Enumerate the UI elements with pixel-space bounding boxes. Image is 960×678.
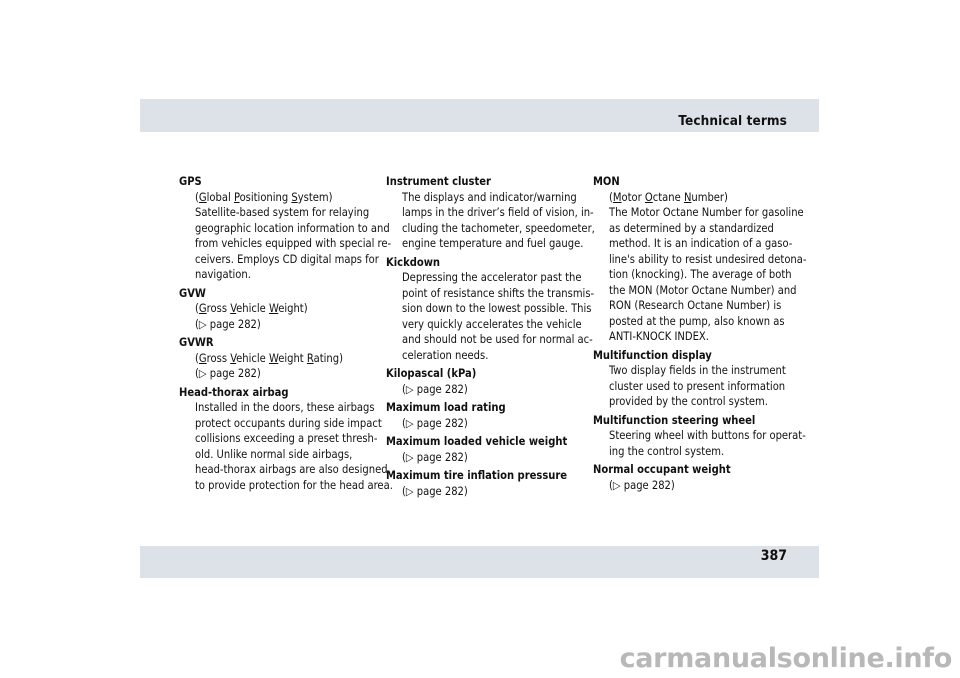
page-number: 387 bbox=[760, 548, 787, 564]
abbreviation-expansion: (Gross Vehicle Weight) bbox=[195, 302, 308, 315]
definition-line: cluster used to present information bbox=[609, 379, 786, 393]
definition-line: Satellite-based system for relaying bbox=[195, 206, 370, 219]
glossary-definition bbox=[179, 351, 384, 382]
glossary-term: Multifunction display bbox=[593, 348, 712, 362]
definition-line: (▷ page 282) bbox=[402, 484, 468, 498]
glossary-definition bbox=[593, 363, 803, 410]
definition-line: ANTI-KNOCK INDEX. bbox=[609, 330, 709, 343]
definition-line: (▷ page 282) bbox=[402, 382, 468, 396]
abbreviation-expansion: (Global Positioning System) bbox=[195, 190, 333, 204]
definition-line: lamps in the driver’s field of vision, in- bbox=[402, 206, 594, 219]
definition-line: from vehicles equipped with special re- bbox=[195, 237, 392, 250]
glossary-entry bbox=[386, 468, 591, 499]
watermark: carmanualsonline.info bbox=[619, 643, 952, 674]
definition-line: posted at the pump, also known as bbox=[609, 314, 785, 328]
definition-line: method. It is an indication of a gaso- bbox=[609, 237, 793, 250]
definition-line: ing the control system. bbox=[609, 444, 725, 458]
definition-line: head-thorax airbags are also designed bbox=[195, 463, 388, 476]
glossary-definition bbox=[179, 400, 393, 493]
glossary-definition bbox=[179, 301, 384, 332]
definition-line: cluding the tachometer, speedometer, bbox=[402, 221, 595, 235]
glossary-definition bbox=[386, 382, 591, 398]
definition-line: as determined by a standardized bbox=[609, 221, 774, 235]
glossary-term: GVWR bbox=[179, 336, 214, 349]
glossary-term: Instrument cluster bbox=[386, 175, 491, 188]
abbreviation-expansion: (Gross Vehicle Weight Rating) bbox=[195, 351, 343, 365]
definition-line: (▷ page 282) bbox=[402, 416, 468, 430]
definition-line: point of resistance shifts the transmis- bbox=[402, 286, 595, 300]
glossary-term: Normal occupant weight bbox=[593, 463, 731, 476]
definition-line: (▷ page 282) bbox=[402, 450, 468, 464]
glossary-definition bbox=[386, 484, 591, 500]
glossary-term: GPS bbox=[179, 175, 202, 188]
glossary-definition bbox=[386, 190, 595, 252]
glossary-entry bbox=[386, 434, 591, 465]
definition-line: to provide protection for the head area. bbox=[195, 478, 393, 492]
definition-line: geographic location information to and bbox=[195, 221, 390, 235]
definition-line: Installed in the doors, these airbags bbox=[195, 401, 375, 414]
glossary-definition bbox=[593, 478, 803, 494]
glossary-term: Maximum load rating bbox=[386, 401, 506, 414]
glossary-entry bbox=[386, 400, 591, 431]
glossary-term: Head-thorax airbag bbox=[179, 385, 289, 399]
definition-line: Steering wheel with buttons for operat- bbox=[609, 429, 806, 442]
glossary-definition bbox=[593, 190, 807, 345]
glossary-entry bbox=[179, 174, 392, 283]
definition-line: (▷ page 282) bbox=[609, 478, 675, 492]
definition-line: line's ability to resist undesired detona- bbox=[609, 252, 807, 266]
definition-line: old. Unlike normal side airbags, bbox=[195, 447, 353, 461]
glossary-term: Multifunction steering wheel bbox=[593, 413, 756, 427]
column-3 bbox=[593, 174, 807, 496]
definition-line: sion down to the lowest possible. This bbox=[402, 302, 592, 315]
glossary-definition bbox=[386, 270, 595, 363]
column-2 bbox=[386, 174, 595, 502]
definition-line: collisions exceeding a preset thresh- bbox=[195, 432, 378, 445]
definition-line: (▷ page 282) bbox=[195, 317, 261, 331]
definition-line: the MON (Motor Octane Number) and bbox=[609, 283, 797, 297]
definition-line: (▷ page 282) bbox=[195, 367, 261, 380]
definition-line: Depressing the accelerator past the bbox=[402, 271, 582, 284]
glossary-entry bbox=[593, 174, 807, 345]
footer-band bbox=[140, 546, 819, 578]
glossary-term: Maximum loaded vehicle weight bbox=[386, 435, 568, 448]
glossary-entry bbox=[179, 385, 393, 494]
definition-line: protect occupants during side impact bbox=[195, 416, 382, 430]
glossary-term: Kickdown bbox=[386, 255, 441, 269]
definition-line: very quickly accelerates the vehicle bbox=[402, 317, 582, 331]
definition-line: ceivers. Employs CD digital maps for bbox=[195, 252, 379, 266]
glossary-definition bbox=[386, 416, 591, 432]
glossary-term: GVW bbox=[179, 286, 206, 300]
glossary-entry bbox=[179, 286, 384, 333]
definition-line: celeration needs. bbox=[402, 348, 489, 362]
glossary-term: Kilopascal (kPa) bbox=[386, 367, 477, 380]
glossary-entry bbox=[386, 366, 591, 397]
glossary-entry bbox=[593, 348, 803, 410]
header-band bbox=[140, 99, 819, 132]
glossary-term: MON bbox=[593, 175, 620, 188]
definition-line: navigation. bbox=[195, 268, 251, 281]
glossary-definition bbox=[179, 190, 392, 283]
column-1 bbox=[179, 174, 393, 496]
glossary-entry bbox=[386, 255, 595, 364]
glossary-entry bbox=[179, 335, 384, 382]
definition-line: The displays and indicator/warning bbox=[402, 190, 577, 204]
definition-line: provided by the control system. bbox=[609, 395, 768, 408]
section-title: Technical terms bbox=[678, 113, 787, 129]
glossary-definition bbox=[386, 450, 591, 466]
glossary-entry bbox=[593, 413, 806, 460]
glossary-term: Maximum tire inflation pressure bbox=[386, 469, 568, 482]
definition-line: engine temperature and fuel gauge. bbox=[402, 237, 584, 250]
definition-line: Two display fields in the instrument bbox=[609, 364, 786, 377]
definition-line: tion (knocking). The average of both bbox=[609, 268, 792, 281]
definition-line: The Motor Octane Number for gasoline bbox=[609, 206, 804, 219]
glossary-entry bbox=[593, 462, 803, 493]
glossary-entry bbox=[386, 174, 595, 252]
abbreviation-expansion: (Motor Octane Number) bbox=[609, 190, 728, 204]
definition-line: and should not be used for normal ac- bbox=[402, 333, 593, 346]
definition-line: RON (Research Octane Number) is bbox=[609, 299, 782, 312]
glossary-definition bbox=[593, 428, 806, 459]
